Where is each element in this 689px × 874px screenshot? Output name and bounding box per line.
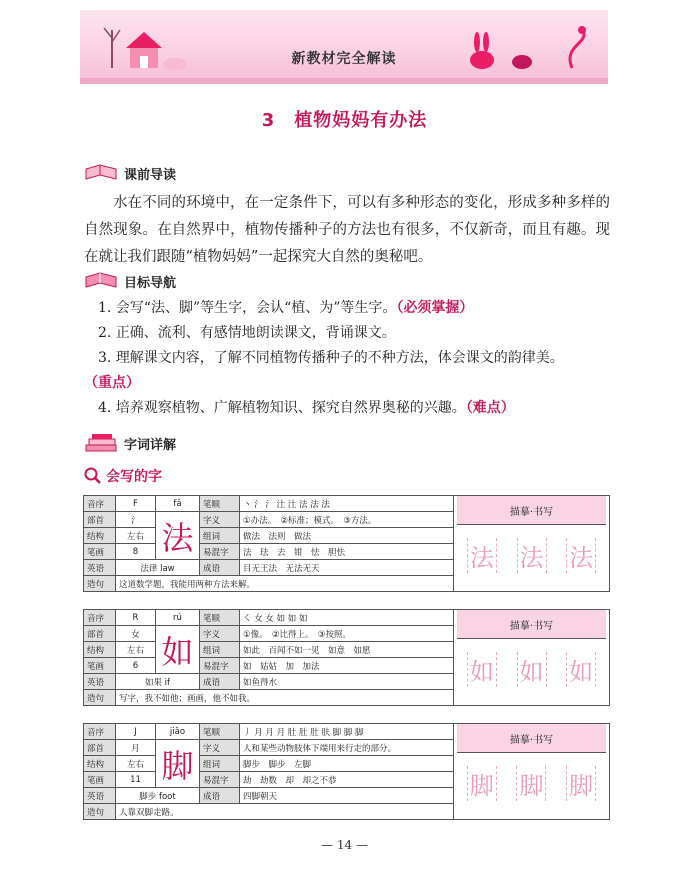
label-bushou: 部首 <box>84 512 116 528</box>
trace-char: 如 <box>467 652 497 687</box>
label-chengyu: 成语 <box>200 560 240 576</box>
label-chengyu: 成语 <box>200 788 240 804</box>
trace-char: 如 <box>566 652 596 687</box>
label-bihua: 笔画 <box>84 772 116 788</box>
zaoju-value: 写字，我不如他；画画，他不如我。 <box>116 690 454 706</box>
banner-title: 新教材完全解读 <box>291 51 397 67</box>
pinyin-value: jiǎo <box>156 724 200 740</box>
trace-chars <box>457 639 606 699</box>
label-zaoju: 造句 <box>84 690 116 706</box>
bihua-value: 6 <box>116 658 156 674</box>
bushou-value: 氵 <box>116 512 156 528</box>
label-zixi: 字义 <box>200 512 240 528</box>
yihunzi-value: 如 姑姑 加 加法 <box>240 658 454 674</box>
bushou-value: 女 <box>116 626 156 642</box>
big-char: 法 <box>156 512 200 560</box>
preview-heading <box>84 162 176 184</box>
preview-heading-label: 课前导读 <box>124 167 177 183</box>
label-bihua: 笔画 <box>84 658 116 674</box>
label-chengyu: 成语 <box>200 674 240 690</box>
char-card <box>83 495 610 592</box>
label-jiegou: 结构 <box>84 642 116 658</box>
trace-chars <box>457 525 606 585</box>
bishun-value: 丿 月 月 月 肚 肚 肚 肤 脚 脚 脚 <box>240 724 454 740</box>
chengyu-value: 四脚朝天 <box>240 788 454 804</box>
trace-box[interactable] <box>454 610 610 706</box>
trace-char: 如 <box>517 652 547 687</box>
goal-item: 3. 理解课文内容，了解不同植物传播种子的不种方法，体会课文的韵律美。（重点） <box>84 350 564 391</box>
char-card <box>83 723 610 820</box>
bushou-value: 月 <box>116 740 156 756</box>
pinyin-value: rú <box>156 610 200 626</box>
trace-title: 描摹·书写 <box>457 724 606 753</box>
words-heading <box>84 432 176 454</box>
zaoju-value: 人靠双脚走路。 <box>116 804 454 820</box>
label-yinxu: 音序 <box>84 724 116 740</box>
label-yinxu: 音序 <box>84 496 116 512</box>
book-icon <box>84 163 118 183</box>
magnifier-icon <box>84 467 102 485</box>
trace-box[interactable] <box>454 496 610 592</box>
label-yihunzi: 易混字 <box>200 544 240 560</box>
write-chars-heading <box>84 466 162 486</box>
stacked-books-icon <box>84 433 118 453</box>
english-value: 脚步 foot <box>116 788 200 804</box>
pinyin-value: fǎ <box>156 496 200 512</box>
label-zaoju: 造句 <box>84 576 116 592</box>
bihua-value: 8 <box>116 544 156 560</box>
trace-char: 脚 <box>566 766 596 801</box>
label-bushou: 部首 <box>84 626 116 642</box>
label-zixi: 字义 <box>200 626 240 642</box>
english-value: 法律 law <box>116 560 200 576</box>
trace-char: 法 <box>566 538 596 573</box>
label-yihunzi: 易混字 <box>200 658 240 674</box>
label-yihunzi: 易混字 <box>200 772 240 788</box>
yihunzi-value: 劫 劫数 却 却之不恭 <box>240 772 454 788</box>
yinxu-value: R <box>116 610 156 626</box>
goal-item: 4. 培养观察植物、广解植物知识、探究自然界奥秘的兴趣。（难点） <box>98 400 515 416</box>
trace-chars <box>457 753 606 813</box>
label-bishun: 笔顺 <box>200 496 240 512</box>
zixi-value: ①像。 ②比得上。 ③按照。 <box>240 626 454 642</box>
label-bihua: 笔画 <box>84 544 116 560</box>
trace-title: 描摹·书写 <box>457 610 606 639</box>
zaoju-value: 这道数学题，我能用两种方法来解。 <box>116 576 454 592</box>
zuci-value: 脚步 脚步 左脚 <box>240 756 454 772</box>
label-zuci: 组词 <box>200 642 240 658</box>
label-bishun: 笔顺 <box>200 610 240 626</box>
jiegou-value: 左右 <box>116 642 156 658</box>
trace-char: 脚 <box>516 766 546 801</box>
words-heading-label: 字词详解 <box>124 437 177 453</box>
zuci-value: 如此 百闻不如一见 如意 如愿 <box>240 642 454 658</box>
preview-text: 水在不同的环境中，在一定条件下，可以有多种形态的变化，形成多种多样的自然现象。在自然界中，植物传播种子的方法也有很多，不仅新奇，而且有趣。现在就让我们跟随“植物妈妈”一起探究大自然的奥秘吧。 <box>84 195 610 265</box>
jiegou-value: 左右 <box>116 528 156 544</box>
write-chars-label: 会写的字 <box>106 469 162 485</box>
goal-item: 2. 正确、流利、有感情地朗读课文，背诵课文。 <box>98 325 396 341</box>
trace-box[interactable] <box>454 724 610 820</box>
english-value: 如果 if <box>116 674 200 690</box>
label-yinxu: 音序 <box>84 610 116 626</box>
label-yingyu: 英语 <box>84 788 116 804</box>
jiegou-value: 左右 <box>116 756 156 772</box>
zixi-value: 人和某些动物肢体下端用来行走的部分。 <box>240 740 454 756</box>
yinxu-value: F <box>116 496 156 512</box>
big-char: 脚 <box>156 740 200 788</box>
label-zaoju: 造句 <box>84 804 116 820</box>
label-jiegou: 结构 <box>84 756 116 772</box>
yinxu-value: J <box>116 724 156 740</box>
lesson-title: 3 植物妈妈有办法 <box>261 110 428 131</box>
chengyu-value: 如鱼得水 <box>240 674 454 690</box>
label-yingyu: 英语 <box>84 560 116 576</box>
label-bushou: 部首 <box>84 740 116 756</box>
bishun-value: ㇛ 女 女 如 如 如 <box>240 610 454 626</box>
trace-char: 法 <box>467 538 497 573</box>
header-banner <box>80 10 608 84</box>
page-number: — 14 — <box>321 838 368 852</box>
label-bishun: 笔顺 <box>200 724 240 740</box>
label-yingyu: 英语 <box>84 674 116 690</box>
goals-heading <box>84 270 176 292</box>
char-card <box>83 609 610 706</box>
bishun-value: 丶 氵 氵 汢 汢 法 法 法 <box>240 496 454 512</box>
zuci-value: 做法 法则 做法 <box>240 528 454 544</box>
label-zixi: 字义 <box>200 740 240 756</box>
bihua-value: 11 <box>116 772 156 788</box>
chengyu-value: 目无王法 无法无天 <box>240 560 454 576</box>
big-char: 如 <box>156 626 200 674</box>
trace-char: 脚 <box>467 766 497 801</box>
yihunzi-value: 法 珐 去 钳 怯 胆怯 <box>240 544 454 560</box>
zixi-value: ①办法。 ②标准；模式。 ③方法。 <box>240 512 454 528</box>
open-book-icon <box>84 271 118 291</box>
trace-char: 法 <box>517 538 547 573</box>
label-zuci: 组词 <box>200 756 240 772</box>
goals-heading-label: 目标导航 <box>124 275 177 291</box>
goals-list <box>84 296 610 421</box>
label-zuci: 组词 <box>200 528 240 544</box>
label-jiegou: 结构 <box>84 528 116 544</box>
trace-title: 描摹·书写 <box>457 496 606 525</box>
goal-item: 1. 会写“法、脚”等生字，会认“植、为”等生字。（必须掌握） <box>98 300 474 316</box>
